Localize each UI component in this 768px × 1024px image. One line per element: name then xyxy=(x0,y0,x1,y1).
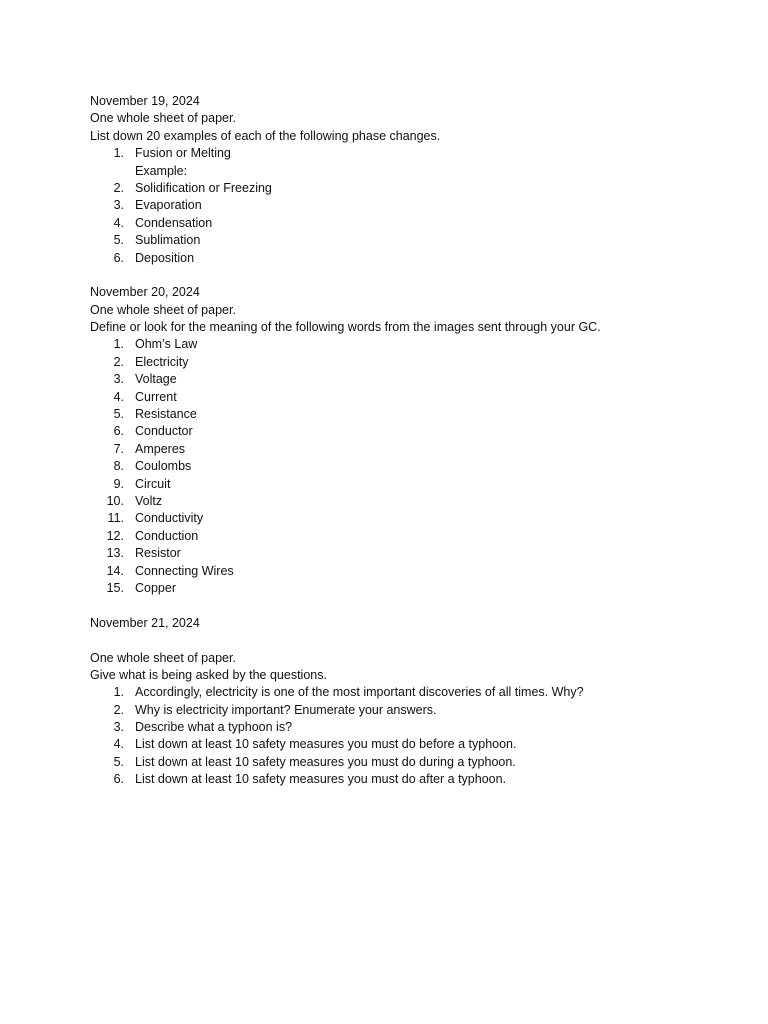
list-text: Deposition xyxy=(135,250,195,265)
list-number: 6. xyxy=(113,250,124,265)
question-list xyxy=(90,684,730,788)
list-item xyxy=(90,684,730,701)
list-number: 3. xyxy=(113,372,124,387)
list-number: 1. xyxy=(113,146,124,161)
list-item xyxy=(90,423,730,440)
list-number: 7. xyxy=(113,441,124,456)
list-number: 9. xyxy=(113,476,124,491)
section-paper-note: One whole sheet of paper. xyxy=(90,302,236,317)
list-number: 4. xyxy=(113,389,124,404)
section-date: November 19, 2024 xyxy=(90,94,200,108)
list-number: 2. xyxy=(113,354,124,369)
list-item xyxy=(90,441,730,458)
list-item xyxy=(90,406,730,423)
list-text: Solidification or Freezing xyxy=(135,180,272,195)
list-text: List down at least 10 safety measures you must do after a typhoon. xyxy=(135,772,507,787)
section-instruction: Give what is being asked by the questions. xyxy=(90,667,327,682)
section-instruction: List down 20 examples of each of the following phase changes. xyxy=(90,128,441,143)
list-number: 6. xyxy=(113,772,124,787)
list-text: Sublimation xyxy=(135,233,201,248)
list-text: Condensation xyxy=(135,215,213,230)
list-item xyxy=(90,528,730,545)
list-number: 5. xyxy=(113,754,124,769)
list-text: List down at least 10 safety measures you must do during a typhoon. xyxy=(135,754,516,769)
section-date: November 21, 2024 xyxy=(90,615,200,630)
list-number: 10. xyxy=(106,493,124,508)
list-item xyxy=(90,180,730,197)
list-text: Copper xyxy=(135,580,176,595)
list-number: 3. xyxy=(113,720,124,735)
list-number: 3. xyxy=(113,198,124,213)
list-text: Conduction xyxy=(135,528,199,543)
list-text: Describe what a typhoon is? xyxy=(135,720,293,735)
list-text: Ohm’s Law xyxy=(135,337,198,352)
list-item xyxy=(90,754,730,771)
list-text: Coulombs xyxy=(135,459,192,474)
list-text: Evaporation xyxy=(135,198,202,213)
list-item xyxy=(90,771,730,788)
list-number: 2. xyxy=(113,180,124,195)
list-item xyxy=(90,336,730,353)
list-number: 1. xyxy=(113,685,124,700)
list-number: 14. xyxy=(106,563,124,578)
vocabulary-list xyxy=(90,336,730,597)
section-paper-note: One whole sheet of paper. xyxy=(90,650,236,665)
list-text: Connecting Wires xyxy=(135,563,234,578)
section-november-21 xyxy=(90,615,730,789)
list-item xyxy=(90,215,730,232)
list-number: 6. xyxy=(113,424,124,439)
list-item xyxy=(90,563,730,580)
list-number: 1. xyxy=(113,337,124,352)
list-item xyxy=(90,197,730,214)
list-text: Current xyxy=(135,389,177,404)
document-page xyxy=(90,93,730,789)
list-text: Fusion or Melting xyxy=(135,146,231,161)
list-text: List down at least 10 safety measures you must do before a typhoon. xyxy=(135,737,517,752)
blank-line xyxy=(90,632,730,649)
list-text: Resistance xyxy=(135,407,197,422)
list-text: Voltz xyxy=(135,493,163,508)
list-text: Amperes xyxy=(135,441,186,456)
list-text: Conductor xyxy=(135,424,193,439)
list-text: Circuit xyxy=(135,476,171,491)
list-number: 15. xyxy=(106,580,124,595)
phase-change-list xyxy=(90,145,730,267)
list-number: 5. xyxy=(113,233,124,248)
list-item xyxy=(90,458,730,475)
list-number: 12. xyxy=(106,528,124,543)
list-number: 8. xyxy=(113,459,124,474)
list-item xyxy=(90,510,730,527)
list-item xyxy=(90,250,730,267)
list-item xyxy=(90,580,730,597)
list-number: 4. xyxy=(113,737,124,752)
list-text: Why is electricity important? Enumerate your answers. xyxy=(135,702,437,717)
list-item xyxy=(90,371,730,388)
section-instruction: Define or look for the meaning of the following words from the images sent through your GC. xyxy=(90,320,601,335)
blank-line xyxy=(90,267,730,284)
list-item xyxy=(90,493,730,510)
list-number: 13. xyxy=(106,546,124,561)
list-item xyxy=(90,145,730,162)
list-item xyxy=(90,702,730,719)
list-subtext: Example: xyxy=(135,163,188,178)
list-item xyxy=(90,736,730,753)
section-november-19 xyxy=(90,93,730,267)
list-number: 2. xyxy=(113,702,124,717)
list-item xyxy=(90,719,730,736)
section-november-20 xyxy=(90,284,730,597)
list-item xyxy=(90,389,730,406)
list-item xyxy=(90,545,730,562)
section-date: November 20, 2024 xyxy=(90,285,200,300)
list-item xyxy=(90,476,730,493)
list-item xyxy=(90,232,730,249)
list-text: Electricity xyxy=(135,354,189,369)
section-paper-note: One whole sheet of paper. xyxy=(90,111,236,126)
list-number: 4. xyxy=(113,215,124,230)
list-item xyxy=(90,354,730,371)
list-item-sub xyxy=(90,163,730,180)
list-text: Accordingly, electricity is one of the most important discoveries of all times. Why? xyxy=(135,685,584,700)
list-text: Voltage xyxy=(135,372,177,387)
list-number: 5. xyxy=(113,407,124,422)
list-number: 11. xyxy=(107,511,124,526)
list-text: Conductivity xyxy=(135,511,204,526)
blank-line xyxy=(90,597,730,614)
list-text: Resistor xyxy=(135,546,181,561)
